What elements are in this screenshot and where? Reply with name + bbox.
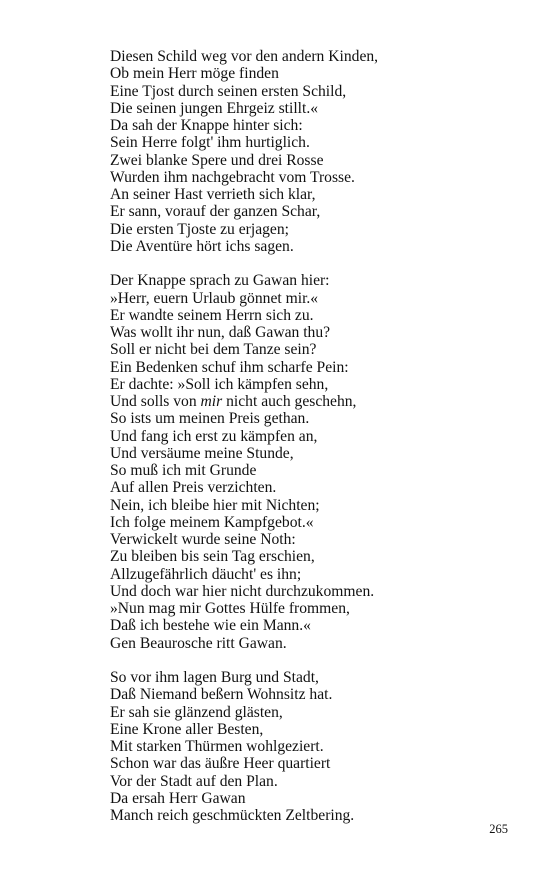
verse-line: Diesen Schild weg vor den andern Kinden,	[110, 48, 379, 65]
verse-line: Ob mein Herr möge finden	[110, 65, 279, 83]
verse-line: Vor der Stadt auf den Plan.	[110, 772, 278, 790]
verse-line: Da sah der Knappe hinter sich:	[110, 117, 303, 134]
verse-line: Der Knappe sprach zu Gawan hier:	[110, 272, 330, 290]
verse-line: Auf allen Preis verzichten.	[110, 479, 277, 497]
verse-line: Da ersah Herr Gawan	[110, 789, 246, 807]
verse-line: Und fang ich erst zu kämpfen an,	[110, 427, 318, 445]
verse-line: Gen Beaurosche ritt Gawan.	[110, 634, 287, 652]
verse-line: Allzugefährlich däucht' es ihn;	[110, 565, 302, 583]
verse-line: Zwei blanke Spere und drei Rosse	[110, 151, 324, 169]
verse-text: Und solls von	[110, 393, 201, 411]
stanza	[110, 48, 530, 255]
verse-line: Mit starken Thürmen wohlgeziert.	[110, 738, 324, 756]
verse-line: Eine Tjost durch seinen ersten Schild,	[110, 82, 347, 100]
verse-line	[110, 393, 530, 410]
verse-line: So muß ich mit Grunde	[110, 462, 257, 480]
verse-line: Und versäume meine Stunde,	[110, 444, 294, 462]
verse-line: Ein Bedenken schuf ihm scharfe Pein:	[110, 358, 349, 376]
verse-line: Wurden ihm nachgebracht vom Trosse.	[110, 168, 355, 186]
verse-line: »Nun mag mir Gottes Hülfe frommen,	[110, 600, 350, 618]
verse-line: So vor ihm lagen Burg und Stadt,	[110, 669, 319, 687]
verse-line: Die seinen jungen Ehrgeiz stillt.«	[110, 99, 319, 117]
verse-line: Daß Niemand beßern Wohnsitz hat.	[110, 686, 333, 704]
verse-line: Die ersten Tjoste zu erjagen;	[110, 220, 289, 238]
stanza	[110, 669, 530, 824]
verse-line: Verwickelt wurde seine Noth:	[110, 531, 296, 549]
verse-line: Soll er nicht bei dem Tanze sein?	[110, 341, 317, 359]
verse-line: Sein Herre folgt' ihm hurtiglich.	[110, 134, 310, 152]
verse-line: Nein, ich bleibe hier mit Nichten;	[110, 496, 320, 514]
page-number: 265	[489, 822, 508, 836]
poem-text	[110, 48, 530, 842]
verse-line: Er sah sie glänzend glästen,	[110, 703, 283, 721]
verse-line: Ich folge meinem Kampfgebot.«	[110, 513, 314, 531]
verse-line: Er wandte seinem Herrn sich zu.	[110, 306, 314, 324]
verse-text: nicht auch geschehn,	[222, 393, 357, 411]
verse-line: Was wollt ihr nun, daß Gawan thu?	[110, 324, 331, 342]
verse-line: Zu bleiben bis sein Tag erschien,	[110, 548, 315, 566]
verse-line: Manch reich geschmückten Zeltbering.	[110, 807, 355, 825]
verse-line: Er sann, vorauf der ganzen Schar,	[110, 203, 321, 221]
verse-line: An seiner Hast verrieth sich klar,	[110, 186, 316, 203]
verse-line: Die Aventüre hört ichs sagen.	[110, 237, 294, 255]
stanza	[110, 272, 530, 652]
verse-line: Er dachte: »Soll ich kämpfen sehn,	[110, 375, 329, 393]
verse-line: So ists um meinen Preis gethan.	[110, 410, 310, 428]
verse-line: Und doch war hier nicht durchzukommen.	[110, 582, 375, 600]
emphasized-word: mir	[200, 393, 223, 411]
verse-line: »Herr, euern Urlaub gönnet mir.«	[110, 289, 319, 307]
verse-line: Schon war das äußre Heer quartiert	[110, 755, 331, 773]
verse-line: Eine Krone aller Besten,	[110, 720, 264, 738]
verse-line: Daß ich bestehe wie ein Mann.«	[110, 617, 311, 635]
